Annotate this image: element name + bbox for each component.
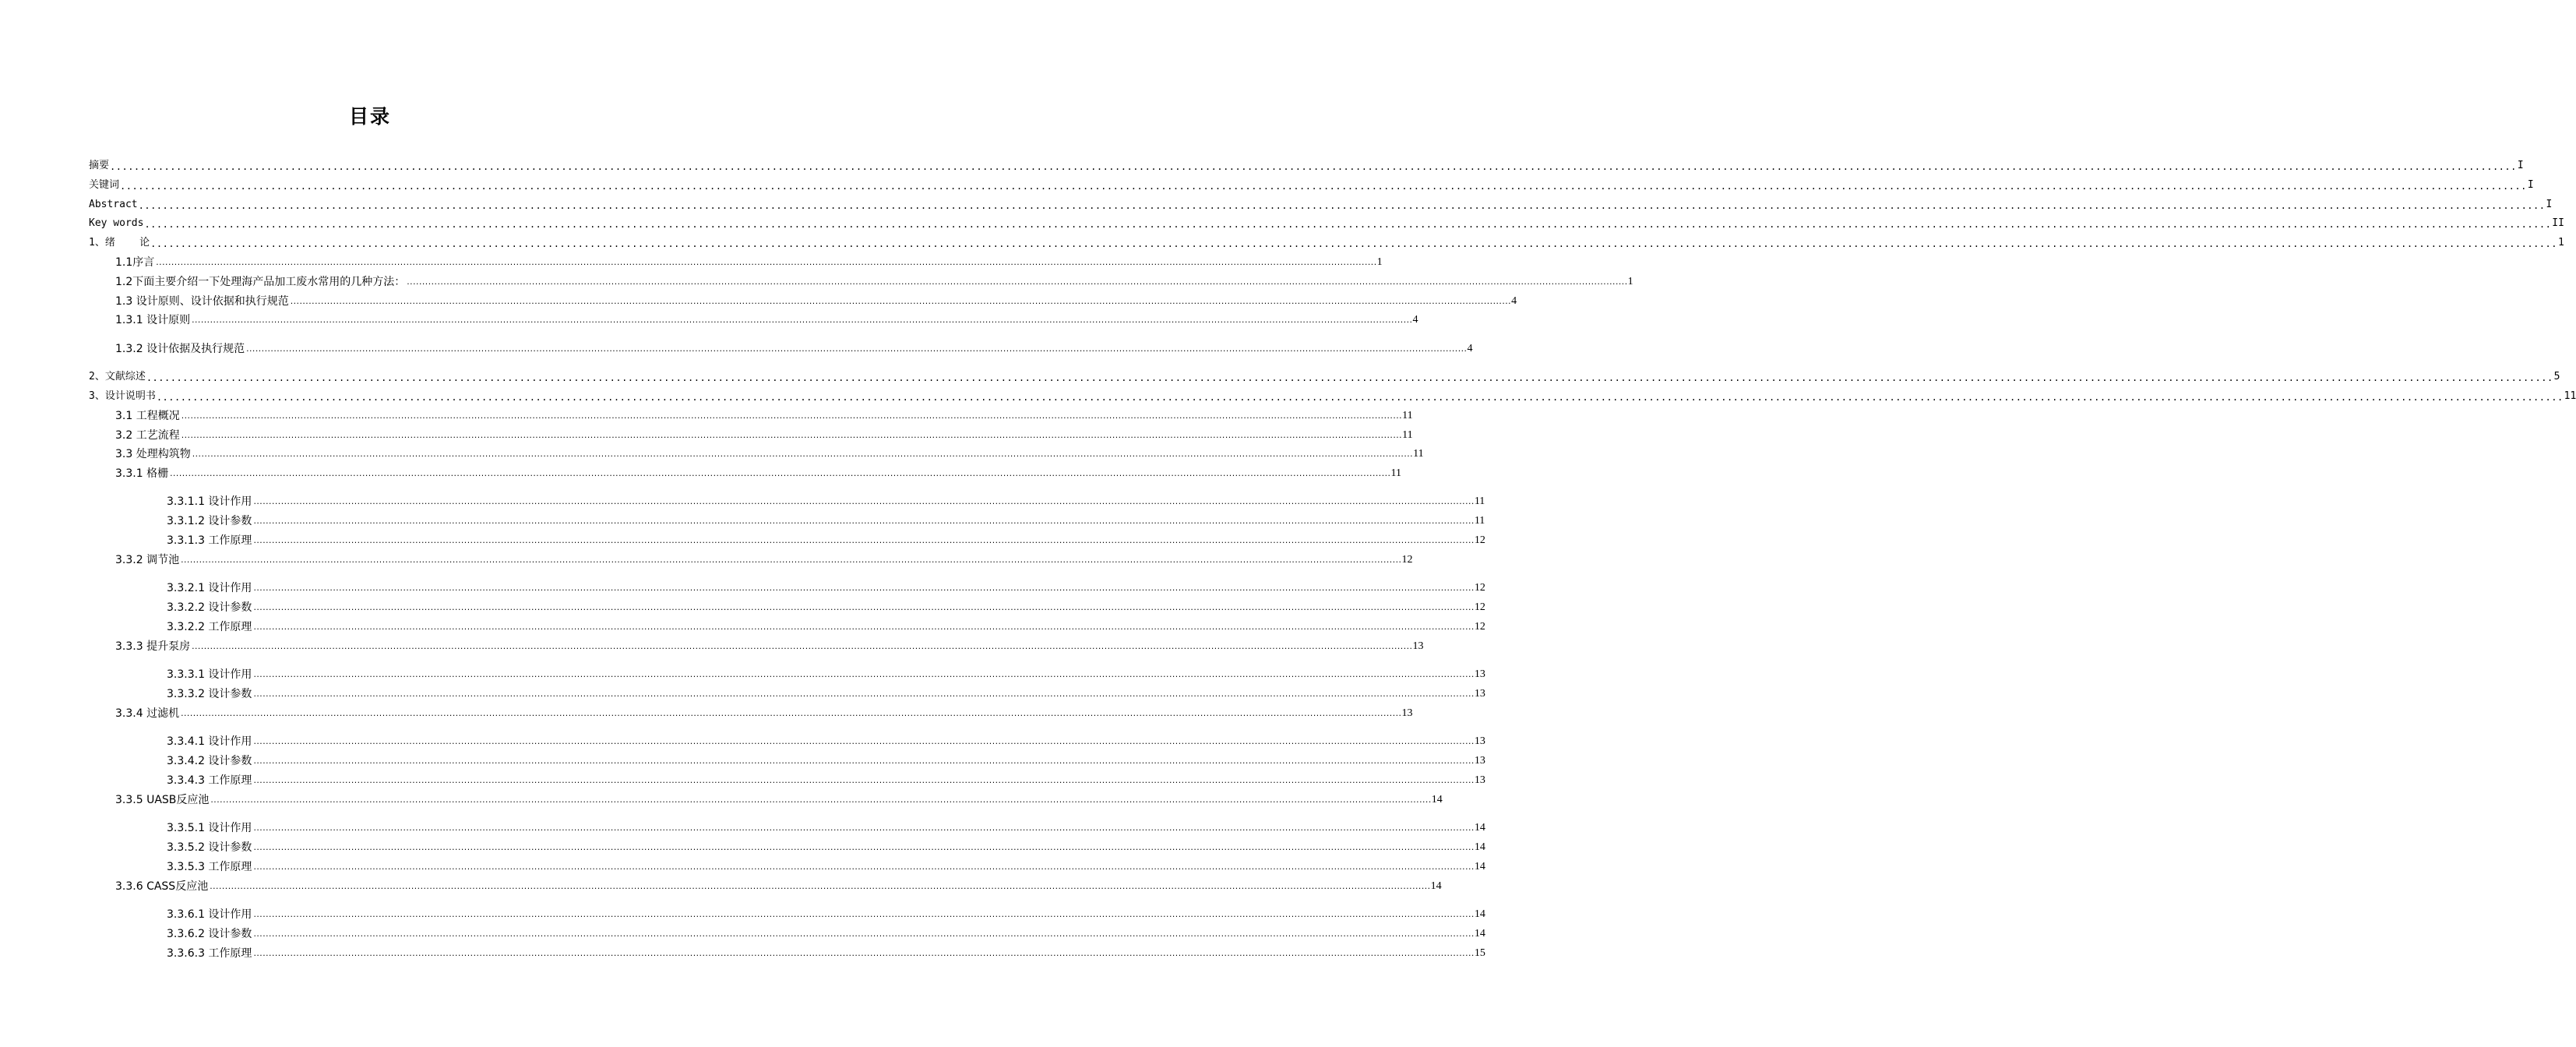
toc-entry-page: 14 <box>1474 928 1485 939</box>
toc-entry-page: 12 <box>1474 601 1485 613</box>
toc-entry-label: 1.3.2 设计依据及执行规范 <box>115 343 245 355</box>
toc-entry[interactable] <box>115 552 1413 567</box>
toc-entry-page: 1 <box>1627 276 1633 287</box>
toc-leader-dots: ................................................................................................................................................................................................................................................................................................................................................................................................................ <box>252 844 1474 852</box>
toc-entry-label: 3.3.6.2 设计参数 <box>167 928 252 940</box>
toc-entry[interactable] <box>115 293 1517 308</box>
toc-entry-page: 13 <box>1474 755 1485 767</box>
toc-entry-page: 1 <box>2557 237 2564 249</box>
toc-leader-dots: ................................................................................................................................................................................................................................................................................................................................................................................................................ <box>252 499 1474 506</box>
toc-entry-page: 14 <box>1474 861 1485 872</box>
toc-entry[interactable] <box>89 157 2524 173</box>
toc-entry-page: 12 <box>1401 554 1413 566</box>
toc-leader-dots: ................................................................................................................................................................................................................................................................................................................................................................................................................ <box>180 557 1401 565</box>
toc-leader-dots: ................................................................................................................................................................................................................................................................................................................................................................................................................ <box>120 181 2527 192</box>
toc-entry[interactable] <box>115 273 1633 289</box>
toc-leader-dots: ................................................................................................................................................................................................................................................................................................................................................................................................................ <box>180 413 1402 421</box>
toc-leader-dots: ................................................................................................................................................................................................................................................................................................................................................................................................................ <box>289 298 1511 306</box>
toc-entry-label: 3.1 工程概况 <box>115 410 180 422</box>
toc-leader-dots: ................................................................................................................................................................................................................................................................................................................................................................................................................ <box>252 864 1474 872</box>
toc-entry-label: 3.3.4.3 工作原理 <box>167 774 252 787</box>
toc-entry-page: 5 <box>2553 371 2560 382</box>
toc-entry-page: 14 <box>1474 908 1485 920</box>
toc-entry-page: 1 <box>1376 256 1383 268</box>
toc-entry-label: 3.3.5.2 设计参数 <box>167 841 252 854</box>
toc-entry-label: 3.3.4.1 设计作用 <box>167 735 252 748</box>
toc-entry[interactable] <box>167 733 1485 749</box>
toc-entry-page: 12 <box>1474 582 1485 594</box>
toc-entry[interactable] <box>167 753 1485 768</box>
toc-entry-label: 2、文献综述 <box>89 371 146 382</box>
toc-entry-label: 3.3.3.1 设计作用 <box>167 668 252 681</box>
toc-leader-dots: ................................................................................................................................................................................................................................................................................................................................................................................................................ <box>252 624 1474 632</box>
toc-leader-dots: ................................................................................................................................................................................................................................................................................................................................................................................................................ <box>252 518 1474 526</box>
toc-entry[interactable] <box>115 312 1418 327</box>
toc-entry-label: 1.3.1 设计原则 <box>115 314 191 326</box>
toc-entry[interactable] <box>89 215 2564 231</box>
toc-leader-dots: ................................................................................................................................................................................................................................................................................................................................................................................................................ <box>252 605 1474 612</box>
toc-entry-page: 11 <box>1390 467 1401 479</box>
toc-entry-label: 3.3.2 调节池 <box>115 554 180 566</box>
toc-entry-page: 14 <box>1474 822 1485 834</box>
toc-leader-dots: ................................................................................................................................................................................................................................................................................................................................................................................................................ <box>252 950 1474 958</box>
toc-entry-page: 11 <box>2564 390 2576 402</box>
toc-entry-label: 摘要 <box>89 160 110 171</box>
toc-entry[interactable] <box>115 878 1442 894</box>
toc-entry-page: I <box>2517 160 2524 171</box>
toc-entry-label: 3.3.6 CASS反应池 <box>115 880 209 893</box>
toc-entry[interactable] <box>167 580 1485 595</box>
toc-entry[interactable] <box>115 465 1401 481</box>
toc-entry-page: 13 <box>1474 668 1485 680</box>
toc-leader-dots: ................................................................................................................................................................................................................................................................................................................................................................................................................ <box>252 585 1474 593</box>
toc-entry-label: 3.2 工艺流程 <box>115 429 180 442</box>
toc-entry-page: 11 <box>1402 429 1413 441</box>
toc-leader-dots: ................................................................................................................................................................................................................................................................................................................................................................................................................ <box>252 911 1474 919</box>
toc-entry-label: Key words <box>89 217 144 229</box>
toc-leader-dots: ................................................................................................................................................................................................................................................................................................................................................................................................................ <box>210 797 1431 805</box>
toc-entry-label: 3.3.2.2 设计参数 <box>167 601 252 614</box>
toc-leader-dots: ................................................................................................................................................................................................................................................................................................................................................................................................................ <box>191 643 1412 651</box>
toc-entry-label: 3.3.6.1 设计作用 <box>167 908 252 921</box>
toc-entry-label: 1、绪 论 <box>89 237 150 249</box>
toc-entry[interactable] <box>115 254 1383 270</box>
toc-entry[interactable] <box>167 945 1485 961</box>
toc-leader-dots: ................................................................................................................................................................................................................................................................................................................................................................................................................ <box>180 710 1401 718</box>
toc-entry-page: II <box>2552 217 2564 229</box>
toc-entry[interactable] <box>167 513 1485 528</box>
toc-entry-page: 4 <box>1511 295 1517 307</box>
toc-entry-page: 14 <box>1431 794 1443 806</box>
toc-entry-page: 11 <box>1402 410 1413 421</box>
toc-entry-label: 3、设计说明书 <box>89 390 156 402</box>
toc-leader-dots: ................................................................................................................................................................................................................................................................................................................................................................................................................ <box>110 161 2517 172</box>
toc-entry[interactable] <box>115 407 1413 423</box>
toc-entry-page: 13 <box>1474 688 1485 700</box>
toc-leader-dots: ................................................................................................................................................................................................................................................................................................................................................................................................................ <box>138 200 2546 211</box>
toc-entry[interactable] <box>167 619 1485 634</box>
toc-entry-label: 关键词 <box>89 179 120 191</box>
toc-entry-page: 15 <box>1474 947 1485 959</box>
toc-entry-page: 4 <box>1467 343 1473 354</box>
toc-entry-label: Abstract <box>89 199 138 210</box>
toc-entry-label: 3.3.5.3 工作原理 <box>167 861 252 873</box>
toc-entry-page: I <box>2527 179 2534 191</box>
toc-entry[interactable] <box>167 858 1485 874</box>
toc-leader-dots: ................................................................................................................................................................................................................................................................................................................................................................................................................ <box>144 219 2552 230</box>
toc-entry[interactable] <box>167 772 1485 788</box>
toc-entry[interactable] <box>167 532 1485 548</box>
toc-entry[interactable] <box>89 177 2534 192</box>
toc-leader-dots: ................................................................................................................................................................................................................................................................................................................................................................................................................ <box>252 825 1474 833</box>
toc-entry[interactable] <box>167 493 1485 509</box>
toc-entry-page: 13 <box>1401 707 1413 719</box>
toc-entry-label: 3.3 处理构筑物 <box>115 448 191 460</box>
toc-leader-dots: ................................................................................................................................................................................................................................................................................................................................................................................................................ <box>252 538 1474 545</box>
toc-entry-page: 13 <box>1474 735 1485 747</box>
toc-entry[interactable] <box>115 705 1413 721</box>
toc-entry-label: 3.3.4.2 设计参数 <box>167 755 252 767</box>
toc-entry-page: 4 <box>1412 314 1418 326</box>
toc-leader-dots: ................................................................................................................................................................................................................................................................................................................................................................................................................ <box>252 739 1474 746</box>
toc-entry-label: 3.3.1.1 设计作用 <box>167 495 252 508</box>
toc-entry[interactable] <box>115 791 1443 807</box>
toc-entry[interactable] <box>115 340 1473 356</box>
toc-leader-dots: ................................................................................................................................................................................................................................................................................................................................................................................................................ <box>146 372 2553 383</box>
toc-entry-page: 12 <box>1474 621 1485 633</box>
toc-leader-dots: ................................................................................................................................................................................................................................................................................................................................................................................................................ <box>180 432 1402 440</box>
toc-leader-dots: ................................................................................................................................................................................................................................................................................................................................................................................................................ <box>191 451 1413 459</box>
toc-entry-label: 1.3 设计原则、设计依据和执行规范 <box>115 295 289 308</box>
toc-leader-dots: ................................................................................................................................................................................................................................................................................................................................................................................................................ <box>252 672 1474 679</box>
toc-entry-page: 13 <box>1474 774 1485 786</box>
toc-leader-dots: ................................................................................................................................................................................................................................................................................................................................................................................................................ <box>406 279 1627 287</box>
toc-entry-page: 12 <box>1474 534 1485 546</box>
toc-entry-page: 11 <box>1474 495 1485 507</box>
toc-entry[interactable] <box>89 368 2560 384</box>
toc-entry[interactable] <box>167 599 1485 615</box>
toc-entry-page: 13 <box>1412 640 1424 652</box>
toc-entry-label: 3.3.3.2 设计参数 <box>167 688 252 700</box>
toc-leader-dots: ................................................................................................................................................................................................................................................................................................................................................................................................................ <box>252 691 1474 699</box>
toc-entry[interactable] <box>115 427 1413 442</box>
toc-entry-label: 3.3.1.2 设计参数 <box>167 515 252 527</box>
toc-leader-dots: ................................................................................................................................................................................................................................................................................................................................................................................................................ <box>191 317 1412 325</box>
toc-leader-dots: ................................................................................................................................................................................................................................................................................................................................................................................................................ <box>169 471 1390 478</box>
toc-leader-dots: ................................................................................................................................................................................................................................................................................................................................................................................................................ <box>155 259 1376 267</box>
toc-entry-page: 11 <box>1413 448 1424 460</box>
toc-entry[interactable] <box>89 196 2553 212</box>
toc-entry-page: 14 <box>1430 880 1442 892</box>
toc-entry-label: 1.2下面主要介绍一下处理海产品加工废水常用的几种方法： <box>115 276 406 288</box>
toc-entry[interactable] <box>167 906 1485 922</box>
toc-entry[interactable] <box>167 820 1485 835</box>
toc-leader-dots: ................................................................................................................................................................................................................................................................................................................................................................................................................ <box>252 758 1474 766</box>
toc-entry[interactable] <box>89 234 2564 250</box>
toc-entry-label: 3.3.4 过滤机 <box>115 707 180 720</box>
toc-entry-page: 11 <box>1474 515 1485 527</box>
toc-entry[interactable] <box>115 446 1424 461</box>
toc-entry[interactable] <box>167 686 1485 701</box>
toc-entry-label: 3.3.5.1 设计作用 <box>167 822 252 834</box>
toc-leader-dots: ................................................................................................................................................................................................................................................................................................................................................................................................................ <box>252 777 1474 785</box>
toc-leader-dots: ................................................................................................................................................................................................................................................................................................................................................................................................................ <box>209 883 1430 891</box>
toc-title: 目录 <box>348 105 391 128</box>
toc-entry-page: 14 <box>1474 841 1485 853</box>
toc-entry-label: 3.3.2.2 工作原理 <box>167 621 252 633</box>
toc-entry-label: 3.3.5 UASB反应池 <box>115 794 210 806</box>
toc-entry-label: 3.3.2.1 设计作用 <box>167 582 252 594</box>
toc-entry-page: I <box>2546 199 2553 210</box>
toc-entry-label: 1.1序言 <box>115 256 155 269</box>
toc-leader-dots: ................................................................................................................................................................................................................................................................................................................................................................................................................ <box>156 392 2564 403</box>
toc-entry[interactable] <box>167 666 1485 682</box>
toc-entry[interactable] <box>167 839 1485 855</box>
toc-entry-label: 3.3.1.3 工作原理 <box>167 534 252 547</box>
toc-leader-dots: ................................................................................................................................................................................................................................................................................................................................................................................................................ <box>252 931 1474 939</box>
toc-entry-label: 3.3.1 格栅 <box>115 467 169 480</box>
toc-leader-dots: ................................................................................................................................................................................................................................................................................................................................................................................................................ <box>150 238 2557 249</box>
toc-entry[interactable] <box>89 388 2576 404</box>
toc-entry[interactable] <box>167 925 1485 941</box>
toc-entry-label: 3.3.3 提升泵房 <box>115 640 191 653</box>
toc-leader-dots: ................................................................................................................................................................................................................................................................................................................................................................................................................ <box>245 346 1467 354</box>
toc-entry[interactable] <box>115 638 1424 654</box>
toc-entry-label: 3.3.6.3 工作原理 <box>167 947 252 960</box>
